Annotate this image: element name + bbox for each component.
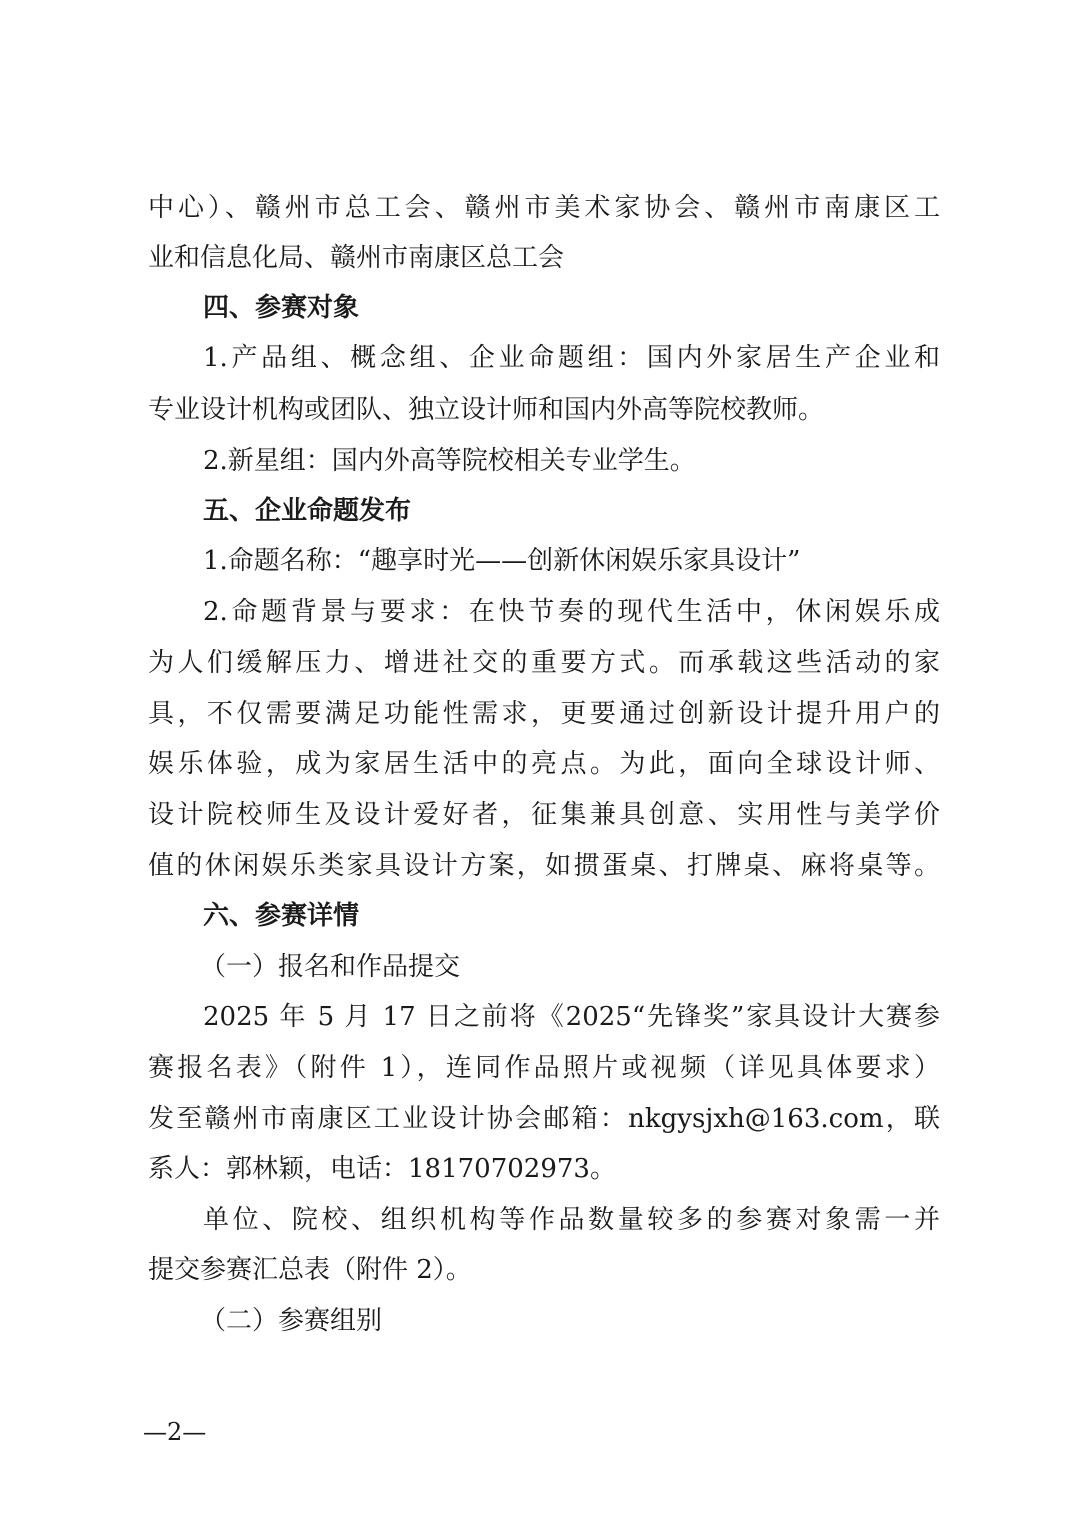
paragraph-line: 2025 年 5 月 17 日之前将《2025“先锋奖”家具设计大赛参	[203, 1002, 940, 1032]
paragraph-line: 1.命题名称：“趣享时光——创新休闲娱乐家具设计”	[203, 546, 801, 576]
page-number: —2—	[143, 1418, 207, 1446]
paragraph-line: 提交参赛汇总表（附件 2）。	[148, 1255, 472, 1285]
paragraph-line: 1.产品组、概念组、企业命题组：国内外家居生产企业和	[203, 343, 940, 373]
section-heading-participants: 四、参赛对象	[203, 293, 360, 323]
section-heading-details: 六、参赛详情	[203, 901, 360, 931]
subsection-heading-groups: （二）参赛组别	[200, 1306, 383, 1336]
paragraph-line: 专业设计机构或团队、独立设计师和国内外高等院校教师。	[148, 395, 825, 425]
paragraph-line: 业和信息化局、赣州市南康区总工会	[148, 243, 565, 273]
paragraph-line: 2.命题背景与要求：在快节奏的现代生活中，休闲娱乐成	[203, 597, 940, 627]
paragraph-line: 赛报名表》（附件 1），连同作品照片或视频（详见具体要求）	[148, 1053, 940, 1083]
paragraph-line: 娱乐体验，成为家居生活中的亮点。为此，面向全球设计师、	[148, 749, 940, 779]
paragraph-line: 发至赣州市南康区工业设计协会邮箱：nkgysjxh@163.com，联	[148, 1104, 940, 1134]
section-heading-enterprise-topic: 五、企业命题发布	[203, 496, 412, 526]
paragraph-line: 为人们缓解压力、增进社交的重要方式。而承载这些活动的家	[148, 648, 940, 678]
paragraph-line: 2.新星组：国内外高等院校相关专业学生。	[203, 446, 696, 476]
paragraph-line: 设计院校师生及设计爱好者，征集兼具创意、实用性与美学价	[148, 800, 940, 830]
paragraph-line: 单位、院校、组织机构等作品数量较多的参赛对象需一并	[203, 1205, 940, 1235]
subsection-heading-registration: （一）报名和作品提交	[200, 952, 461, 982]
paragraph-line: 值的休闲娱乐类家具设计方案，如掼蛋桌、打牌桌、麻将桌等。	[148, 851, 940, 881]
paragraph-line: 具，不仅需要满足功能性需求，更要通过创新设计提升用户的	[148, 699, 940, 729]
paragraph-line: 中心）、赣州市总工会、赣州市美术家协会、赣州市南康区工	[148, 193, 940, 223]
paragraph-line: 系人：郭林颖，电话：18170702973。	[148, 1154, 616, 1184]
